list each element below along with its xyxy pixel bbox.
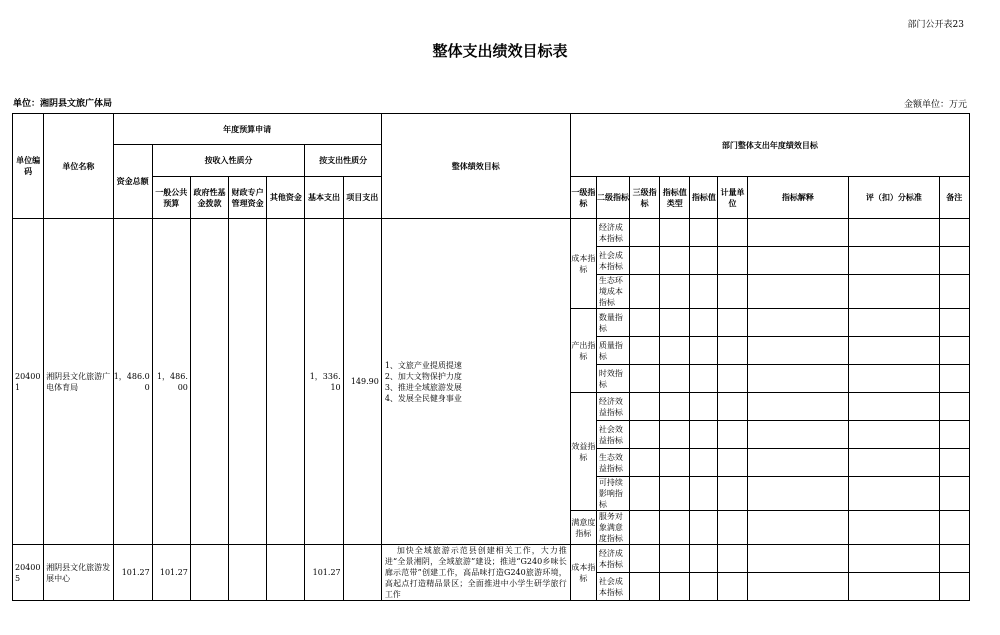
level2-service-satisfaction: 服务对象满意度指标 — [596, 511, 629, 545]
header-level2: 二级指标 — [596, 177, 629, 219]
table-row — [13, 545, 970, 573]
unit-name-cell: 湘阴县文化旅游发展中心 — [44, 545, 113, 601]
level2-eco-benefit: 生态效益指标 — [596, 449, 629, 477]
unit-code-cell: 204001 — [13, 219, 44, 545]
level2-quality: 质量指标 — [596, 337, 629, 365]
level1-cost: 成本指标 — [570, 545, 596, 601]
level2-social-cost: 社会成本指标 — [596, 573, 629, 601]
level2-economic-benefit: 经济效益指标 — [596, 393, 629, 421]
header-value: 指标值 — [690, 177, 718, 219]
header-dept-goal: 部门整体支出年度绩效目标 — [570, 114, 969, 177]
header-project-expense: 项目支出 — [343, 177, 381, 219]
header-total-funds: 资金总额 — [113, 145, 152, 219]
amount-unit-label: 金额单位：万元 — [903, 100, 967, 110]
total-funds-cell: 1，486.00 — [113, 219, 152, 545]
header-unit-name: 单位名称 — [44, 114, 113, 219]
gov-fund-cell — [190, 545, 228, 601]
header-annual-budget: 年度预算申请 — [113, 114, 381, 145]
level2-eco-env-cost: 生态环境成本指标 — [596, 275, 629, 309]
level2-economic-cost: 经济成本指标 — [596, 219, 629, 247]
header-level1: 一级指标 — [570, 177, 596, 219]
header-unit-code: 单位编码 — [13, 114, 44, 219]
level2-sustainable: 可持续影响指标 — [596, 477, 629, 511]
project-expense-cell: 149.90 — [343, 219, 381, 545]
header-fiscal-special: 财政专户管理资金 — [229, 177, 267, 219]
page-title: 整体支出绩效目标表 — [432, 42, 568, 60]
basic-expense-cell: 101.27 — [305, 545, 343, 601]
project-expense-cell — [343, 545, 381, 601]
header-remarks: 备注 — [939, 177, 969, 219]
goal-line: 2、加大文物保护力度 — [384, 371, 462, 381]
general-budget-cell: 101.27 — [152, 545, 190, 601]
performance-goal-table — [12, 113, 970, 601]
level1-cost: 成本指标 — [570, 219, 596, 309]
header-by-expense-nature: 按支出性质分 — [305, 145, 381, 177]
form-number: 部门公开表23 — [907, 20, 964, 30]
header-explanation: 指标解释 — [747, 177, 849, 219]
other-funds-cell — [267, 545, 305, 601]
goal-line: 4、发展全民健身事业 — [384, 393, 462, 403]
gov-fund-cell — [190, 219, 228, 545]
basic-expense-cell: 1，336.10 — [305, 219, 343, 545]
level2-timeliness: 时效指标 — [596, 365, 629, 393]
header-value-type: 指标值类型 — [660, 177, 690, 219]
level1-benefit: 效益指标 — [570, 393, 596, 511]
level2-quantity: 数量指标 — [596, 309, 629, 337]
overall-goal-cell — [381, 219, 570, 545]
level1-output: 产出指标 — [570, 309, 596, 393]
level2-economic-cost: 经济成本指标 — [596, 545, 629, 573]
total-funds-cell: 101.27 — [113, 545, 152, 601]
level1-satisfaction: 满意度指标 — [570, 511, 596, 545]
level2-social-cost: 社会成本指标 — [596, 247, 629, 275]
overall-goal-cell: 加快全域旅游示范县创建相关工作，大力推进“全景湘阴，全域旅游”建设；推进“G240乡味长廊示范带”创建工作，高品味打造G240旅游环境，高起点打造精品景区；全面推进中小学生研学旅行工作 — [381, 545, 570, 601]
unit-name-cell: 湘阴县文化旅游广电体育局 — [44, 219, 113, 545]
goal-line: 3、推进全域旅游发展 — [384, 382, 462, 392]
other-funds-cell — [267, 219, 305, 545]
header-scoring: 评（扣）分标准 — [849, 177, 939, 219]
fiscal-special-cell — [229, 545, 267, 601]
header-overall-goal: 整体绩效目标 — [381, 114, 570, 219]
unit-code-cell: 204005 — [13, 545, 44, 601]
header-basic-expense: 基本支出 — [305, 177, 343, 219]
header-gov-fund: 政府性基金拨款 — [190, 177, 228, 219]
general-budget-cell: 1，486.00 — [152, 219, 190, 545]
goal-line: 1、文旅产业提质提速 — [384, 360, 462, 370]
header-measure-unit: 计量单位 — [718, 177, 747, 219]
header-by-income-nature: 按收入性质分 — [152, 145, 305, 177]
table-row — [13, 219, 970, 247]
header-level3: 三级指标 — [630, 177, 660, 219]
level2-social-benefit: 社会效益指标 — [596, 421, 629, 449]
reporting-unit: 单位：湘阴县文旅广体局 — [13, 99, 113, 109]
fiscal-special-cell — [229, 219, 267, 545]
header-other-funds: 其他资金 — [267, 177, 305, 219]
header-general-budget: 一般公共预算 — [152, 177, 190, 219]
